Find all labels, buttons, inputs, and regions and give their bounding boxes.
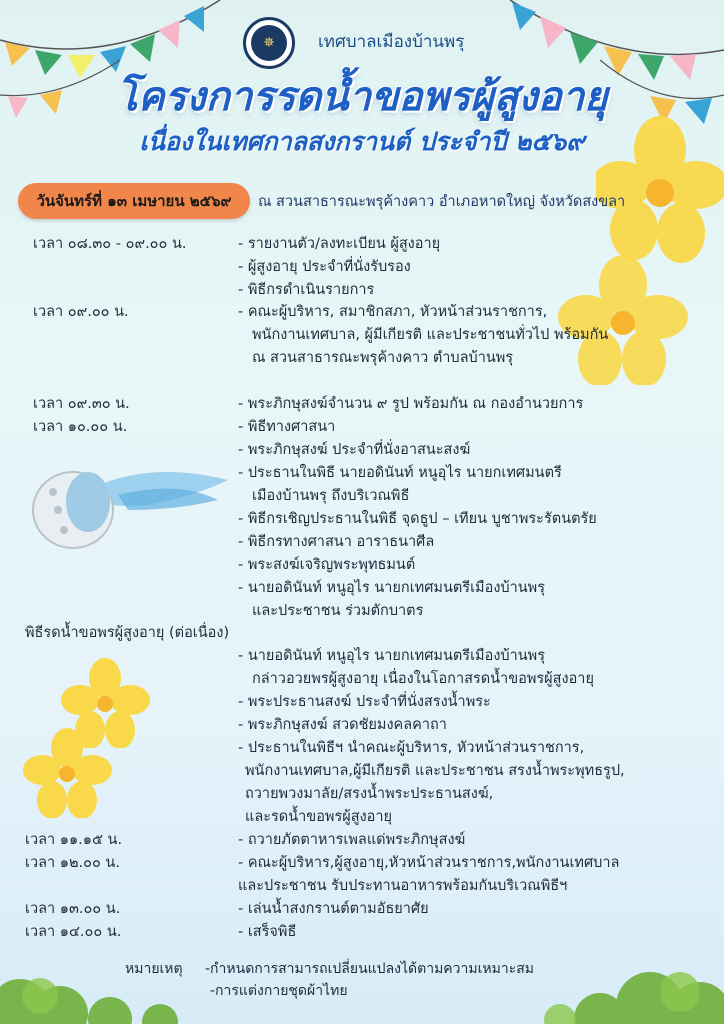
schedule-item: และประชาชน รับประทานอาหารพร้อมกันบริเวณพิธีฯ	[238, 878, 568, 894]
section-heading: พิธีรดน้ำขอพรผู้สูงอายุ (ต่อเนื่อง)	[25, 625, 230, 641]
schedule-item: - ถวายภัตตาหารเพลแด่พระภิกษุสงฆ์	[238, 832, 466, 848]
frangipani-flower-icon	[22, 728, 112, 818]
seal-emblem-icon: ✵	[251, 25, 287, 61]
schedule-item: - ประธานในพิธีฯ นำคณะผู้บริหาร, หัวหน้าส่วนราชการ,	[238, 740, 585, 756]
schedule-item: และรดน้ำขอพรผู้สูงอายุ	[245, 809, 393, 825]
schedule-item: - นายอดินันท์ หนูอุไร นายกเทศมนตรีเมืองบ้านพรุ	[238, 648, 546, 664]
notes-label: หมายเหตุ	[125, 961, 183, 977]
schedule-time: เวลา ๑๓.๐๐ น.	[25, 901, 121, 917]
schedule-item: - พระสงฆ์เจริญพระพุทธมนต์	[238, 557, 416, 573]
frangipani-flower-icon	[558, 255, 688, 385]
page-subtitle: เนื่องในเทศกาลสงกรานต์ ประจำปี ๒๕๖๙	[139, 127, 585, 156]
schedule-time: เวลา ๐๙.๐๐ น.	[33, 304, 129, 320]
schedule-item: - เล่นน้ำสงกรานต์ตามอัธยาศัย	[238, 901, 429, 917]
schedule-item: - ประธานในพิธี นายอดินันท์ หนูอุไร นายกเทศมนตรี	[238, 465, 562, 481]
schedule-item: - พิธีกรดำเนินรายการ	[238, 282, 375, 298]
schedule-item: - พระภิกษุสงฆ์ สวดชัยมงคลคาถา	[238, 717, 447, 733]
organization-name: เทศบาลเมืองบ้านพรุ	[318, 32, 465, 52]
schedule-item: พนักงานเทศบาล,ผู้มีเกียรติ และประชาชน สรงน้ำพระพุทธรูป,	[245, 763, 625, 779]
schedule-item: - รายงานตัว/ลงทะเบียน ผู้สูงอายุ	[238, 236, 441, 252]
schedule-item: กล่าวอวยพรผู้สูงอายุ เนื่องในโอกาสรดน้ำขอพรผู้สูงอายุ	[252, 671, 594, 687]
schedule-item: ถวายพวงมาลัย/สรงน้ำพระประธานสงฆ์,	[245, 786, 494, 802]
schedule-time: เวลา ๑๔.๐๐ น.	[25, 924, 122, 940]
schedule-item: - นายอดินันท์ หนูอุไร นายกเทศมนตรีเมืองบ้านพรุ	[238, 580, 546, 596]
schedule-item: - คณะผู้บริหาร,ผู้สูงอายุ,หัวหน้าส่วนราชการ,พนักงานเทศบาล	[238, 855, 620, 871]
note-line: -กำหนดการสามารถเปลี่ยนแปลงได้ตามความเหมาะสม	[205, 961, 535, 977]
event-date-text: วันจันทร์ที่ ๑๓ เมษายน ๒๕๖๙	[36, 192, 232, 210]
schedule-item: - ผู้สูงอายุ ประจำที่นั่งรับรอง	[238, 259, 411, 275]
schedule-time: เวลา ๐๙.๓๐ น.	[33, 396, 130, 412]
schedule-item: - พิธีกรเชิญประธานในพิธี จุดธูป – เทียน บูชาพระรัตนตรัย	[238, 511, 597, 527]
schedule-time: เวลา ๑๒.๐๐ น.	[25, 855, 120, 871]
schedule-item: - พิธีทางศาสนา	[238, 419, 336, 435]
schedule-item: - พระภิกษุสงฆ์ ประจำที่นั่งอาสนะสงฆ์	[238, 442, 471, 458]
schedule-item: - คณะผู้บริหาร, สมาชิกสภา, หัวหน้าส่วนราชการ,	[238, 304, 548, 320]
page-title: โครงการรดน้ำขอพรผู้สูงอายุ	[116, 73, 608, 120]
schedule-item: และประชาชน ร่วมตักบาตร	[252, 603, 424, 619]
schedule-item: ณ สวนสาธารณะพรุค้างคาว ตำบลบ้านพรุ	[252, 350, 514, 366]
municipality-seal-logo	[243, 17, 295, 69]
event-date-badge	[18, 183, 250, 219]
water-bowl-icon	[28, 450, 238, 560]
schedule-time: เวลา ๐๘.๓๐ - ๐๙.๐๐ น.	[33, 236, 187, 252]
schedule-item: - พิธีกรทางศาสนา อาราธนาศีล	[238, 534, 435, 550]
schedule-item: - พระภิกษุสงฆ์จำนวน ๙ รูป พร้อมกัน ณ กองอำนวยการ	[238, 396, 584, 412]
schedule-item: เมืองบ้านพรุ ถึงบริเวณพิธี	[252, 488, 410, 504]
note-line: -การแต่งกายชุดผ้าไทย	[210, 983, 348, 999]
event-venue: ณ สวนสาธารณะพรุค้างคาว อำเภอหาดใหญ่ จังหวัดสงขลา	[258, 194, 626, 210]
schedule-item: - พระประธานสงฆ์ ประจำที่นั่งสรงน้ำพระ	[238, 694, 491, 710]
schedule-time: เวลา ๑๑.๑๕ น.	[25, 832, 123, 848]
schedule-item: - เสร็จพิธี	[238, 924, 297, 940]
schedule-item: พนักงานเทศบาล, ผู้มีเกียรติ และประชาชนทั่วไป พร้อมกัน	[252, 327, 609, 343]
schedule-time: เวลา ๑๐.๐๐ น.	[33, 419, 128, 435]
